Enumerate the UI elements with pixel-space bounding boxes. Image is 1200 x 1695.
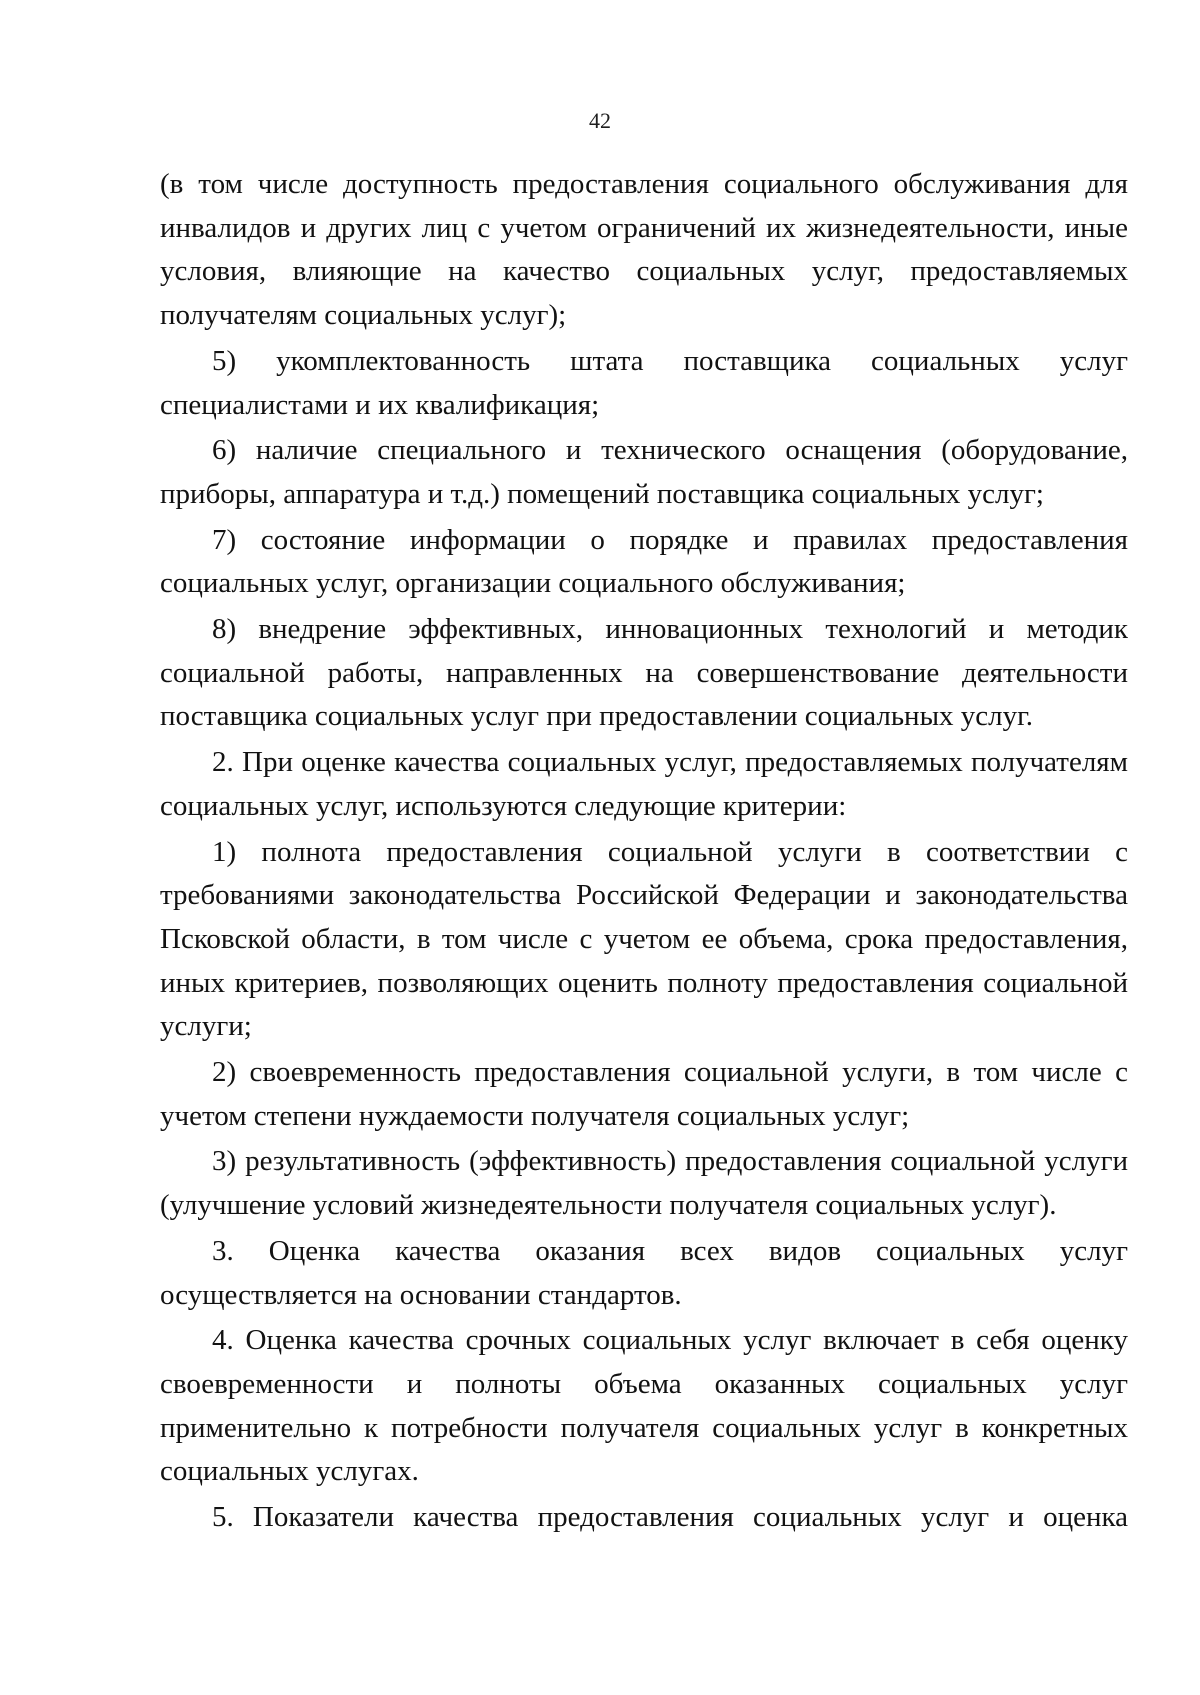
document-body: [160, 163, 1128, 1542]
paragraph-item-7: 7) состояние информации о порядке и правилах предоставления социальных услуг, организации социального обслуживания;: [160, 523, 1128, 600]
paragraph-section-5: 5. Показатели качества предоставления социальных услуг и оценка: [212, 1501, 1128, 1534]
paragraph-continuation: (в том числе доступность предоставления социального обслуживания для инвалидов и других лиц с учетом ограничений их жизнедеятельности, иные условия, влияющие на качество социальных услуг, предоставляемых получателям социальных услуг);: [160, 168, 1128, 332]
paragraph-criterion-2: 2) своевременность предоставления социальной услуги, в том числе с учетом степени нуждаемости получателя социальных услуг;: [160, 1056, 1128, 1132]
paragraph-section-2: 2. При оценке качества социальных услуг, предоставляемых получателям социальных услуг, используются следующие критерии:: [160, 746, 1128, 822]
page-number: 42: [589, 108, 611, 133]
paragraph-criterion-3: 3) результативность (эффективность) предоставления социальной услуги (улучшение условий жизнедеятельности получателя социальных услуг).: [160, 1145, 1128, 1222]
paragraph-item-6: 6) наличие специального и технического оснащения (оборудование, приборы, аппаратура и т.д.) помещений поставщика социальных услуг;: [160, 434, 1128, 510]
paragraph-section-3: 3. Оценка качества оказания всех видов социальных услуг осуществляется на основании стандартов.: [160, 1234, 1128, 1311]
paragraph-section-4: 4. Оценка качества срочных социальных услуг включает в себя оценку своевременности и полноты объема оказанных социальных услуг применительно к потребности получателя социальных услуг в конкретных социальных услугах.: [160, 1324, 1128, 1488]
paragraph-criterion-1: 1) полнота предоставления социальной услуги в соответствии с требованиями законодательства Российской Федерации и законодательства Псковской области, в том числе с учетом ее объема, срока предоставления, иных критериев, позволяющих оценить полноту предоставления социальной услуги;: [160, 835, 1128, 1043]
paragraph-item-8: 8) внедрение эффективных, инновационных технологий и методик социальной работы, направленных на совершенствование деятельности поставщика социальных услуг при предоставлении социальных услуг.: [160, 613, 1128, 733]
paragraph-item-5: 5) укомплектованность штата поставщика социальных услуг специалистами и их квалификация;: [160, 344, 1128, 421]
